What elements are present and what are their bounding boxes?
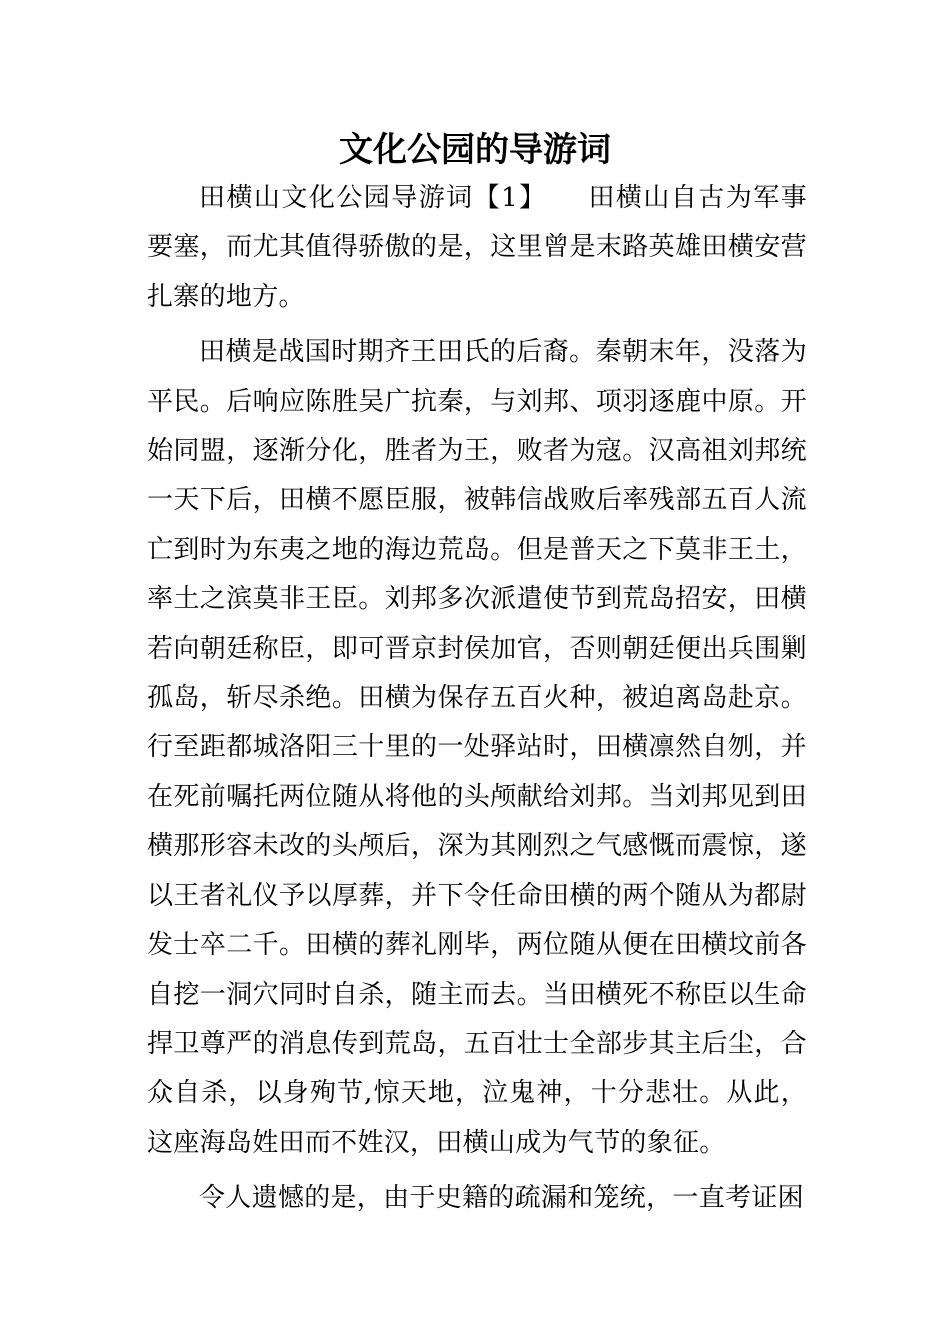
paragraph-intro: 田横山文化公园导游词【1】 田横山自古为军事要塞，而尤其值得骄傲的是，这里曾是末路英雄田横安营扎寨的地方。	[147, 183, 807, 312]
paragraph-history: 田横是战国时期齐王田氏的后裔。秦朝末年，没落为平民。后响应陈胜吴广抗秦，与刘邦、项羽逐鹿中原。开始同盟，逐渐分化，胜者为王，败者为寇。汉高祖刘邦统一天下后，田横不愿臣服，被韩信战败后率残部五百人流亡到时为东夷之地的海边荒岛。但是普天之下莫非王土，率土之滨莫非王臣。刘邦多次派遣使节到荒岛招安，田横若向朝廷称臣，即可晋京封侯加官，否则朝廷便出兵围剿孤岛，斩尽杀绝。田横为保存五百火种，被迫离岛赴京。行至距都城洛阳三十里的一处驿站时，田横凛然自刎，并在死前嘱托两位随从将他的头颅献给刘邦。当刘邦见到田横那形容未改的头颅后，深为其刚烈之气感慨而震惊，遂以王者礼仪予以厚葬，并下令任命田横的两个随从为都尉发士卒二千。田横的葬礼刚毕，两位随从便在田横坟前各自挖一洞穴同时自杀，随主而去。当田横死不称臣以生命捍卫尊严的消息传到荒岛，五百壮士全部步其主后尘，合众自杀，以身殉节,惊天地，泣鬼神，十分悲壮。从此，这座海岛姓田而不姓汉，田横山成为气节的象征。	[147, 337, 807, 1158]
document-body	[147, 174, 807, 1224]
paragraph-regret: 令人遗憾的是，由于史籍的疏漏和笼统，一直考证困	[199, 1183, 804, 1214]
document-title: 文化公园的导游词	[339, 130, 611, 170]
